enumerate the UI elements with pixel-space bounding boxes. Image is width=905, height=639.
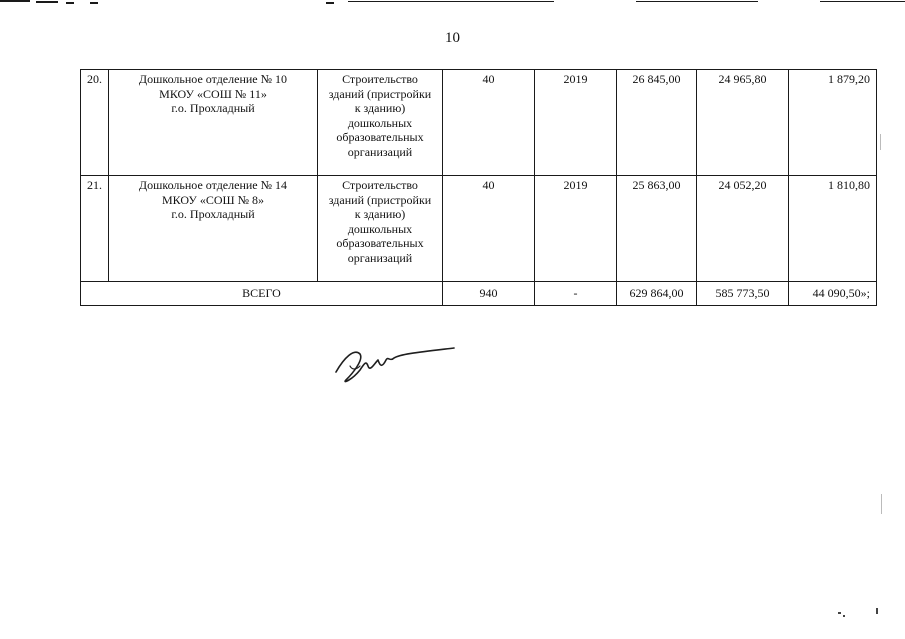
total-cell: 25 863,00 [617,176,697,282]
institution-name [109,176,318,282]
federal-cell: 24 052,20 [697,176,789,282]
scan-mark [66,2,74,4]
signature-image [330,340,460,386]
text-line: г.о. Прохладный [171,207,255,221]
scan-mark [348,1,554,2]
text-line: г.о. Прохладный [171,101,255,115]
table-row [81,70,877,176]
places-cell: 40 [443,176,535,282]
scan-speck [843,615,845,617]
total-cell: 629 864,00 [617,282,697,306]
scan-mark [820,1,905,2]
work-type [318,176,443,282]
total-row [81,282,877,306]
institution-name [109,70,318,176]
text-line: зданий (пристройки [328,86,432,101]
text-line: зданий (пристройки [328,192,432,207]
regional-cell: 1 879,20 [789,70,877,176]
text-line: организаций [347,144,413,159]
text-line: дошкольных [347,115,413,130]
text-line: к зданию) [354,207,406,221]
scan-mark [36,1,58,3]
scan-speck [880,134,881,150]
regional-cell: 1 810,80 [789,176,877,282]
text-line: Дошкольное отделение № 14 [138,178,288,192]
scan-speck [881,494,882,514]
row-number: 20. [81,70,109,176]
objects-table [80,69,877,306]
year-cell: 2019 [535,70,617,176]
text-line: Строительство [342,178,418,192]
total-cell: 26 845,00 [617,70,697,176]
scan-speck [838,612,841,614]
row-number: 21. [81,176,109,282]
scan-mark [636,1,758,2]
total-label: ВСЕГО [81,282,443,306]
scan-mark [0,0,30,2]
text-line: МКОУ «СОШ № 11» [159,86,267,101]
text-line: образовательных [336,236,424,250]
text-line: образовательных [336,130,424,144]
text-line: к зданию) [354,101,406,115]
text-line: Строительство [342,72,418,86]
text-line: Дошкольное отделение № 10 [138,72,288,86]
federal-cell: 24 965,80 [697,70,789,176]
scan-mark [90,2,98,4]
scan-mark [326,2,334,4]
year-cell: 2019 [535,176,617,282]
year-cell: - [535,282,617,306]
scan-speck [876,608,878,614]
text-line: МКОУ «СОШ № 8» [161,192,265,207]
work-type [318,70,443,176]
text-line: дошкольных [347,221,413,236]
federal-cell: 585 773,50 [697,282,789,306]
regional-cell: 44 090,50»; [789,282,877,306]
table-row [81,176,877,282]
places-cell: 940 [443,282,535,306]
places-cell: 40 [443,70,535,176]
text-line: организаций [347,250,413,265]
page-number: 10 [445,30,460,46]
